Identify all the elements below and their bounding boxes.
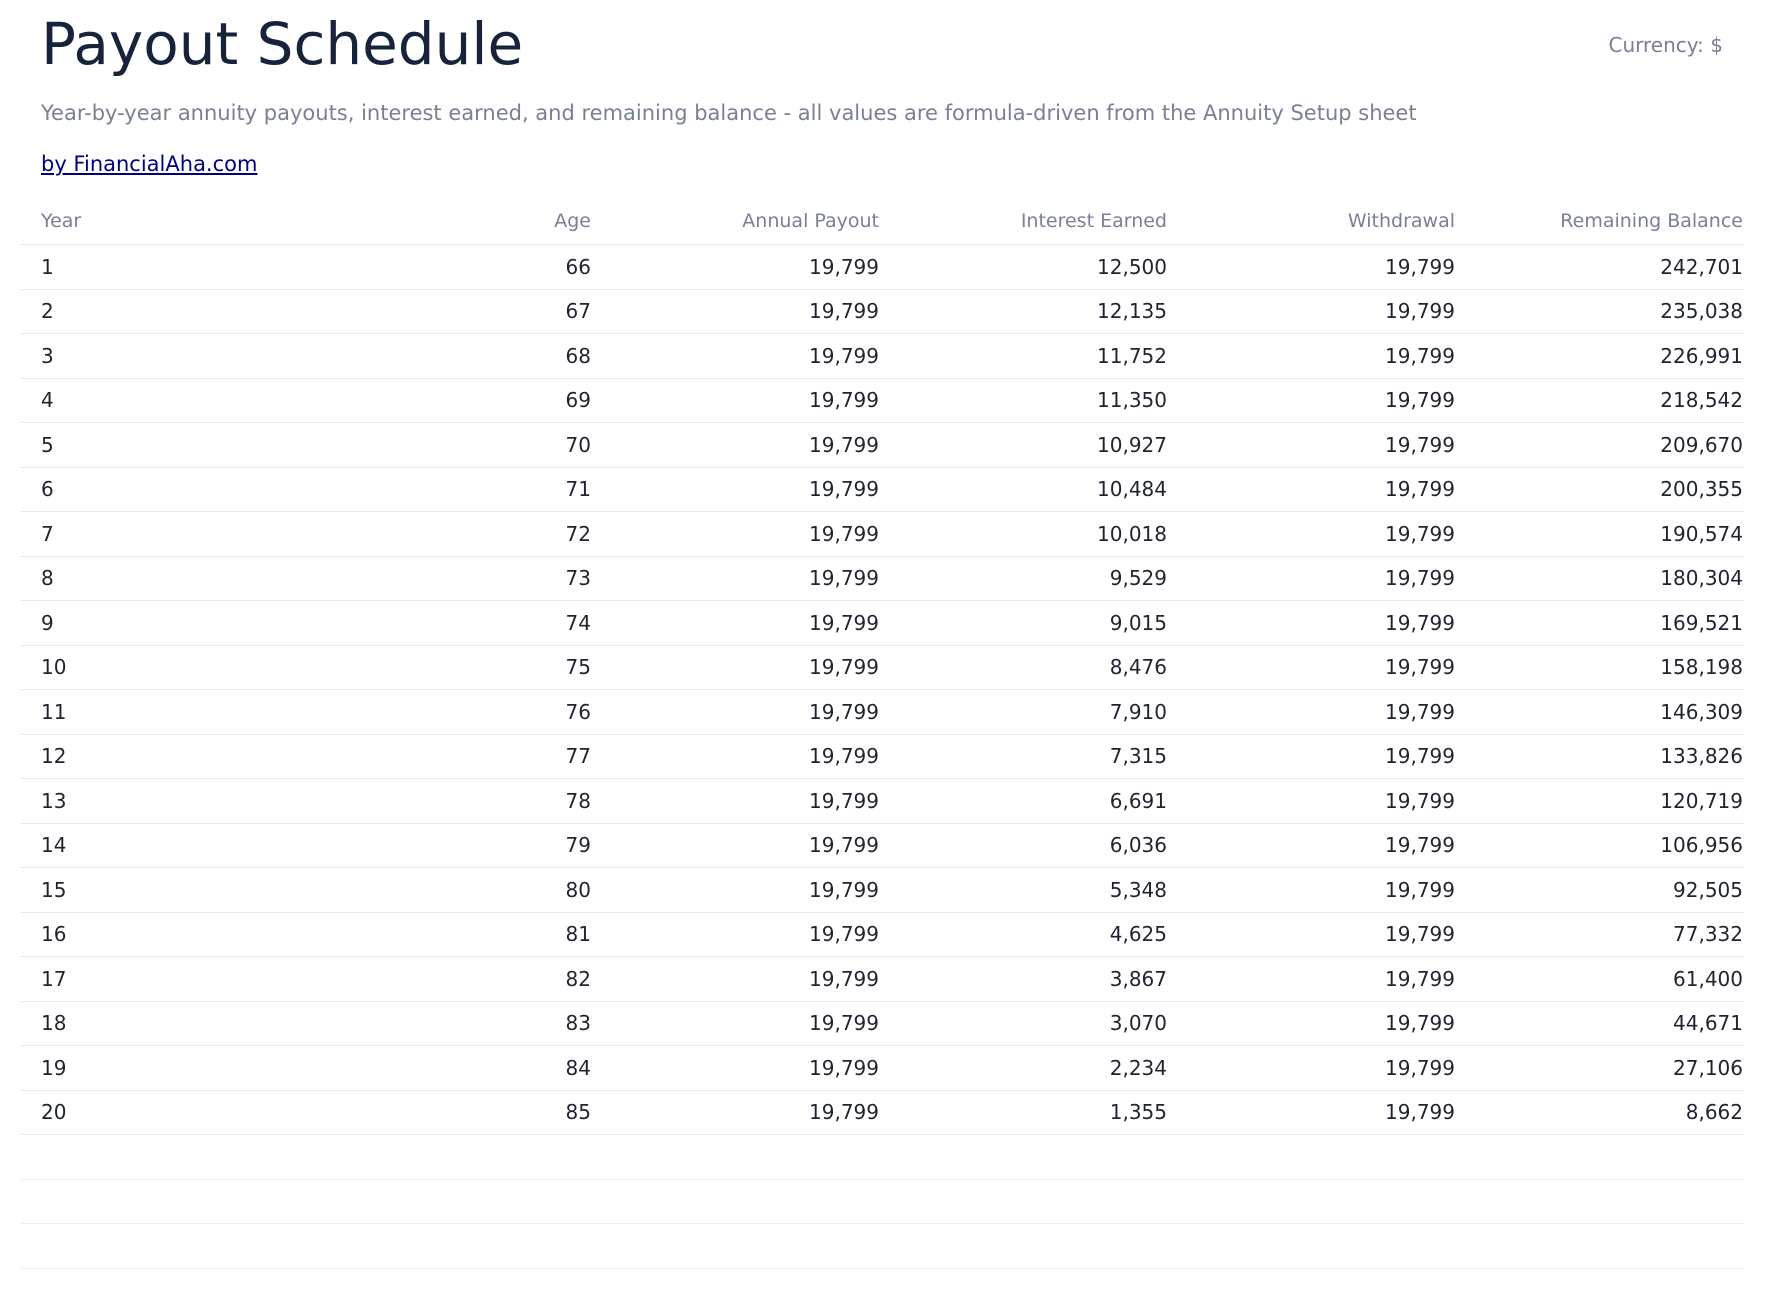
cell-annual-payout: 19,799 (593, 556, 881, 601)
cell-annual-payout: 19,799 (593, 378, 881, 423)
cell-annual-payout: 19,799 (593, 734, 881, 779)
cell-year: 20 (20, 1090, 393, 1135)
page-subtitle: Year-by-year annuity payouts, interest earned, and remaining balance - all values are formula-driven from the Annuity Setup sheet (41, 101, 1417, 125)
cell-remaining-balance: 133,826 (1457, 734, 1745, 779)
table-row (20, 1001, 1745, 1046)
cell-age: 78 (393, 779, 593, 824)
empty-cell (393, 1224, 593, 1269)
cell-interest-earned: 2,234 (881, 1046, 1169, 1091)
table-row (20, 690, 1745, 735)
cell-interest-earned: 6,036 (881, 823, 1169, 868)
cell-remaining-balance: 235,038 (1457, 289, 1745, 334)
cell-withdrawal: 19,799 (1169, 556, 1457, 601)
cell-withdrawal: 19,799 (1169, 868, 1457, 913)
cell-age: 77 (393, 734, 593, 779)
cell-year: 14 (20, 823, 393, 868)
cell-annual-payout: 19,799 (593, 601, 881, 646)
cell-year: 18 (20, 1001, 393, 1046)
empty-cell (593, 1224, 881, 1269)
cell-annual-payout: 19,799 (593, 1090, 881, 1135)
empty-cell (1457, 1224, 1745, 1269)
cell-age: 69 (393, 378, 593, 423)
cell-interest-earned: 9,529 (881, 556, 1169, 601)
cell-age: 80 (393, 868, 593, 913)
cell-withdrawal: 19,799 (1169, 645, 1457, 690)
table-body (20, 245, 1745, 1269)
cell-age: 81 (393, 912, 593, 957)
column-header-year: Year (20, 198, 393, 245)
cell-year: 11 (20, 690, 393, 735)
cell-annual-payout: 19,799 (593, 645, 881, 690)
cell-annual-payout: 19,799 (593, 423, 881, 468)
cell-remaining-balance: 242,701 (1457, 245, 1745, 290)
cell-interest-earned: 6,691 (881, 779, 1169, 824)
column-header-interest-earned: Interest Earned (881, 198, 1169, 245)
cell-withdrawal: 19,799 (1169, 245, 1457, 290)
cell-withdrawal: 19,799 (1169, 734, 1457, 779)
empty-cell (1169, 1135, 1457, 1180)
cell-age: 79 (393, 823, 593, 868)
payout-schedule-table (20, 198, 1745, 1269)
table-header-row (20, 198, 1745, 245)
cell-year: 7 (20, 512, 393, 557)
cell-interest-earned: 9,015 (881, 601, 1169, 646)
table-row (20, 423, 1745, 468)
cell-remaining-balance: 106,956 (1457, 823, 1745, 868)
cell-remaining-balance: 226,991 (1457, 334, 1745, 379)
cell-withdrawal: 19,799 (1169, 823, 1457, 868)
table-row (20, 245, 1745, 290)
cell-age: 73 (393, 556, 593, 601)
empty-cell (881, 1224, 1169, 1269)
cell-interest-earned: 3,070 (881, 1001, 1169, 1046)
cell-annual-payout: 19,799 (593, 334, 881, 379)
cell-year: 1 (20, 245, 393, 290)
cell-age: 74 (393, 601, 593, 646)
cell-interest-earned: 1,355 (881, 1090, 1169, 1135)
table-row (20, 1046, 1745, 1091)
table-row (20, 868, 1745, 913)
cell-year: 16 (20, 912, 393, 957)
cell-age: 85 (393, 1090, 593, 1135)
cell-withdrawal: 19,799 (1169, 1001, 1457, 1046)
cell-interest-earned: 4,625 (881, 912, 1169, 957)
cell-interest-earned: 8,476 (881, 645, 1169, 690)
empty-cell (881, 1179, 1169, 1224)
empty-table-row (20, 1135, 1745, 1180)
table-row (20, 556, 1745, 601)
cell-year: 3 (20, 334, 393, 379)
cell-age: 68 (393, 334, 593, 379)
column-header-annual-payout: Annual Payout (593, 198, 881, 245)
cell-age: 72 (393, 512, 593, 557)
cell-year: 19 (20, 1046, 393, 1091)
cell-year: 9 (20, 601, 393, 646)
empty-cell (20, 1224, 393, 1269)
table-row (20, 734, 1745, 779)
cell-withdrawal: 19,799 (1169, 601, 1457, 646)
cell-withdrawal: 19,799 (1169, 334, 1457, 379)
cell-age: 70 (393, 423, 593, 468)
cell-annual-payout: 19,799 (593, 467, 881, 512)
empty-cell (881, 1135, 1169, 1180)
cell-age: 83 (393, 1001, 593, 1046)
cell-year: 5 (20, 423, 393, 468)
cell-annual-payout: 19,799 (593, 245, 881, 290)
cell-year: 12 (20, 734, 393, 779)
cell-annual-payout: 19,799 (593, 868, 881, 913)
cell-annual-payout: 19,799 (593, 957, 881, 1002)
table-row (20, 823, 1745, 868)
cell-withdrawal: 19,799 (1169, 957, 1457, 1002)
cell-year: 8 (20, 556, 393, 601)
empty-cell (1457, 1179, 1745, 1224)
cell-interest-earned: 11,752 (881, 334, 1169, 379)
cell-year: 6 (20, 467, 393, 512)
cell-interest-earned: 3,867 (881, 957, 1169, 1002)
cell-annual-payout: 19,799 (593, 512, 881, 557)
cell-remaining-balance: 120,719 (1457, 779, 1745, 824)
cell-remaining-balance: 200,355 (1457, 467, 1745, 512)
cell-age: 75 (393, 645, 593, 690)
column-header-withdrawal: Withdrawal (1169, 198, 1457, 245)
cell-interest-earned: 10,018 (881, 512, 1169, 557)
table-row (20, 378, 1745, 423)
cell-interest-earned: 5,348 (881, 868, 1169, 913)
cell-age: 82 (393, 957, 593, 1002)
cell-remaining-balance: 44,671 (1457, 1001, 1745, 1046)
cell-annual-payout: 19,799 (593, 779, 881, 824)
cell-annual-payout: 19,799 (593, 1001, 881, 1046)
cell-age: 66 (393, 245, 593, 290)
cell-remaining-balance: 92,505 (1457, 868, 1745, 913)
column-header-age: Age (393, 198, 593, 245)
empty-cell (593, 1135, 881, 1180)
table-row (20, 912, 1745, 957)
cell-remaining-balance: 61,400 (1457, 957, 1745, 1002)
cell-remaining-balance: 77,332 (1457, 912, 1745, 957)
cell-interest-earned: 7,910 (881, 690, 1169, 735)
cell-withdrawal: 19,799 (1169, 912, 1457, 957)
cell-interest-earned: 10,484 (881, 467, 1169, 512)
cell-remaining-balance: 218,542 (1457, 378, 1745, 423)
cell-withdrawal: 19,799 (1169, 512, 1457, 557)
cell-withdrawal: 19,799 (1169, 1090, 1457, 1135)
table-row (20, 334, 1745, 379)
currency-label: Currency: $ (1608, 33, 1723, 57)
cell-remaining-balance: 8,662 (1457, 1090, 1745, 1135)
empty-table-row (20, 1224, 1745, 1269)
table-row (20, 467, 1745, 512)
cell-interest-earned: 12,500 (881, 245, 1169, 290)
table-row (20, 779, 1745, 824)
table-row (20, 1090, 1745, 1135)
cell-remaining-balance: 169,521 (1457, 601, 1745, 646)
empty-cell (1169, 1224, 1457, 1269)
empty-cell (593, 1179, 881, 1224)
table-row (20, 957, 1745, 1002)
cell-year: 17 (20, 957, 393, 1002)
cell-withdrawal: 19,799 (1169, 423, 1457, 468)
cell-age: 71 (393, 467, 593, 512)
empty-cell (1457, 1135, 1745, 1180)
cell-year: 13 (20, 779, 393, 824)
cell-remaining-balance: 158,198 (1457, 645, 1745, 690)
empty-cell (393, 1135, 593, 1180)
cell-year: 2 (20, 289, 393, 334)
cell-withdrawal: 19,799 (1169, 289, 1457, 334)
cell-interest-earned: 10,927 (881, 423, 1169, 468)
cell-interest-earned: 12,135 (881, 289, 1169, 334)
empty-cell (20, 1179, 393, 1224)
cell-age: 76 (393, 690, 593, 735)
empty-table-row (20, 1179, 1745, 1224)
cell-interest-earned: 11,350 (881, 378, 1169, 423)
cell-withdrawal: 19,799 (1169, 467, 1457, 512)
cell-interest-earned: 7,315 (881, 734, 1169, 779)
empty-cell (20, 1135, 393, 1180)
cell-annual-payout: 19,799 (593, 823, 881, 868)
cell-year: 15 (20, 868, 393, 913)
table-row (20, 601, 1745, 646)
cell-annual-payout: 19,799 (593, 1046, 881, 1091)
empty-cell (1169, 1179, 1457, 1224)
cell-year: 4 (20, 378, 393, 423)
cell-age: 84 (393, 1046, 593, 1091)
cell-remaining-balance: 180,304 (1457, 556, 1745, 601)
cell-remaining-balance: 190,574 (1457, 512, 1745, 557)
cell-annual-payout: 19,799 (593, 289, 881, 334)
cell-age: 67 (393, 289, 593, 334)
cell-withdrawal: 19,799 (1169, 1046, 1457, 1091)
cell-remaining-balance: 146,309 (1457, 690, 1745, 735)
table-row (20, 645, 1745, 690)
credit-link[interactable]: by FinancialAha.com (41, 152, 258, 176)
table-row (20, 512, 1745, 557)
empty-cell (393, 1179, 593, 1224)
page-title: Payout Schedule (41, 10, 524, 78)
column-header-remaining-balance: Remaining Balance (1457, 198, 1745, 245)
cell-year: 10 (20, 645, 393, 690)
cell-annual-payout: 19,799 (593, 690, 881, 735)
cell-remaining-balance: 209,670 (1457, 423, 1745, 468)
cell-remaining-balance: 27,106 (1457, 1046, 1745, 1091)
table-row (20, 289, 1745, 334)
cell-withdrawal: 19,799 (1169, 378, 1457, 423)
cell-withdrawal: 19,799 (1169, 690, 1457, 735)
cell-annual-payout: 19,799 (593, 912, 881, 957)
cell-withdrawal: 19,799 (1169, 779, 1457, 824)
